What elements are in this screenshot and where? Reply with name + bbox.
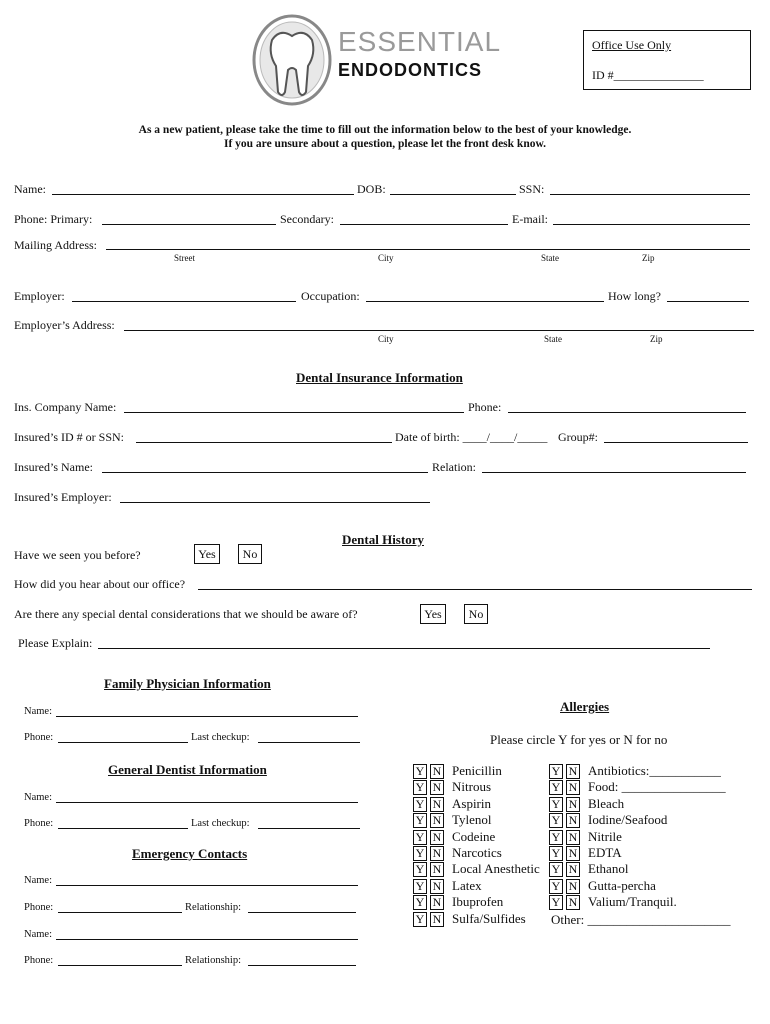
secondary-phone-label: Secondary: xyxy=(280,212,334,226)
allergy-yes-box[interactable]: Y xyxy=(413,846,427,861)
allergy-label: Gutta-percha xyxy=(588,877,656,893)
how-long-input[interactable] xyxy=(667,301,749,302)
mailing-address-input[interactable] xyxy=(106,249,750,250)
allergy-label: Codeine xyxy=(452,828,496,844)
allergy-label: Local Anesthetic xyxy=(452,861,540,877)
explain-label: Please Explain: xyxy=(18,636,93,650)
allergy-yes-box[interactable]: Y xyxy=(549,895,563,910)
allergy-label: Food: ________________ xyxy=(588,779,726,795)
hear-about-input[interactable] xyxy=(198,589,752,590)
ssn-input[interactable] xyxy=(550,194,750,195)
employer-address-input[interactable] xyxy=(124,330,754,331)
dentist-header: General Dentist Information xyxy=(108,762,267,777)
dentist-checkup-label: Last checkup: xyxy=(191,818,250,829)
allergy-yes-box[interactable]: Y xyxy=(413,780,427,795)
physician-name-label: Name: xyxy=(24,706,52,717)
allergy-label: Nitrous xyxy=(452,779,491,795)
allergy-no-box[interactable]: N xyxy=(430,830,444,845)
insured-employer-input[interactable] xyxy=(120,502,430,503)
secondary-phone-input[interactable] xyxy=(340,224,508,225)
hear-about-label: How did you hear about our office? xyxy=(14,577,186,591)
office-id-field[interactable]: ID #_______________ xyxy=(592,68,704,82)
name-label: Name: xyxy=(14,182,46,196)
special-yes[interactable]: Yes xyxy=(420,604,446,624)
seen-before-label: Have we seen you before? xyxy=(14,548,141,562)
allergy-no-box[interactable]: N xyxy=(430,764,444,779)
allergy-yes-box[interactable]: Y xyxy=(413,813,427,828)
emergency-phone-2-label: Phone: xyxy=(24,955,54,966)
dentist-checkup-input[interactable] xyxy=(258,828,360,829)
allergy-yes-box[interactable]: Y xyxy=(413,862,427,877)
allergy-yes-box[interactable]: Y xyxy=(549,830,563,845)
insured-name-label: Insured’s Name: xyxy=(14,460,93,474)
dentist-name-input[interactable] xyxy=(56,802,358,803)
email-label: E-mail: xyxy=(512,212,548,226)
allergy-no-box[interactable]: N xyxy=(430,912,444,927)
street-caption: Street xyxy=(174,253,195,263)
ssn-label: SSN: xyxy=(519,182,545,196)
relation-input[interactable] xyxy=(482,472,746,473)
allergy-yes-box[interactable]: Y xyxy=(413,764,427,779)
city-caption: City xyxy=(378,253,394,263)
allergy-label: Tylenol xyxy=(452,812,492,828)
relation-label: Relation: xyxy=(432,460,476,474)
emergency-relationship-1-label: Relationship: xyxy=(185,902,241,913)
occupation-label: Occupation: xyxy=(301,289,360,303)
physician-header: Family Physician Information xyxy=(104,676,271,691)
allergy-no-box[interactable]: N xyxy=(430,862,444,877)
allergy-yes-box[interactable]: Y xyxy=(549,879,563,894)
allergy-yes-box[interactable]: Y xyxy=(413,830,427,845)
allergy-no-box[interactable]: N xyxy=(430,780,444,795)
allergy-label: Valium/Tranquil. xyxy=(588,894,677,910)
physician-name-input[interactable] xyxy=(56,716,358,717)
allergy-yes-box[interactable]: Y xyxy=(549,862,563,877)
seen-before-yes[interactable]: Yes xyxy=(194,544,220,564)
zip-caption: Zip xyxy=(642,253,655,263)
allergy-no-box[interactable]: N xyxy=(566,830,580,845)
allergy-label: Iodine/Seafood xyxy=(588,812,668,828)
practice-logo xyxy=(250,14,520,106)
emergency-name-1-input[interactable] xyxy=(56,885,358,886)
insurance-header: Dental Insurance Information xyxy=(296,370,463,385)
state-caption: State xyxy=(541,253,559,263)
allergy-label: Aspirin xyxy=(452,795,491,811)
allergy-no-box[interactable]: N xyxy=(566,780,580,795)
emergency-relationship-2-input[interactable] xyxy=(248,965,356,966)
allergy-label: Latex xyxy=(452,877,482,893)
intro-line-1: As a new patient, please take the time to fill out the information below to the best of your knowledge. xyxy=(138,124,632,136)
allergy-no-box[interactable]: N xyxy=(566,813,580,828)
dentist-name-label: Name: xyxy=(24,792,52,803)
physician-phone-input[interactable] xyxy=(58,742,188,743)
dentist-phone-input[interactable] xyxy=(58,828,188,829)
tooth-icon xyxy=(250,14,336,106)
allergy-no-box[interactable]: N xyxy=(566,862,580,877)
allergy-label: EDTA xyxy=(588,845,622,860)
insured-name-input[interactable] xyxy=(102,472,428,473)
allergy-yes-box[interactable]: Y xyxy=(413,879,427,894)
allergy-yes-box[interactable]: Y xyxy=(549,780,563,795)
allergy-no-box[interactable]: N xyxy=(566,879,580,894)
emergency-relationship-1-input[interactable] xyxy=(248,912,356,913)
allergy-yes-box[interactable]: Y xyxy=(549,797,563,812)
allergy-no-box[interactable]: N xyxy=(566,764,580,779)
intro-line-2: If you are unsure about a question, please let the front desk know. xyxy=(223,138,547,150)
logo-line-1: ESSENTIAL xyxy=(338,26,502,57)
allergy-yes-box[interactable]: Y xyxy=(413,895,427,910)
allergy-other-field[interactable]: Other: ______________________ xyxy=(551,912,731,927)
emergency-header: Emergency Contacts xyxy=(132,846,248,861)
employer-zip-caption: Zip xyxy=(650,334,663,344)
physician-checkup-label: Last checkup: xyxy=(191,732,250,743)
allergy-yes-box[interactable]: Y xyxy=(549,846,563,861)
physician-phone-label: Phone: xyxy=(24,732,54,743)
employer-address-label: Employer’s Address: xyxy=(14,318,115,332)
emergency-name-2-input[interactable] xyxy=(56,939,358,940)
allergy-label: Ibuprofen xyxy=(452,894,504,910)
allergy-no-box[interactable]: N xyxy=(566,846,580,861)
emergency-name-2-label: Name: xyxy=(24,929,52,940)
employer-label: Employer: xyxy=(14,289,65,303)
emergency-name-1-label: Name: xyxy=(24,875,52,886)
allergy-no-box[interactable]: N xyxy=(430,797,444,812)
mailing-address-label: Mailing Address: xyxy=(14,238,97,252)
allergy-no-box[interactable]: N xyxy=(430,813,444,828)
seen-before-no[interactable]: No xyxy=(238,544,262,564)
office-use-box xyxy=(583,30,751,90)
dentist-phone-label: Phone: xyxy=(24,818,54,829)
insured-dob-field[interactable]: Date of birth: ____/____/_____ xyxy=(395,430,548,444)
phone-primary-label: Phone: Primary: xyxy=(14,212,93,226)
explain-input[interactable] xyxy=(98,648,710,649)
allergy-label: Antibiotics:___________ xyxy=(588,763,721,778)
physician-checkup-input[interactable] xyxy=(258,742,360,743)
allergy-no-box[interactable]: N xyxy=(566,797,580,812)
allergy-no-box[interactable]: N xyxy=(430,846,444,861)
employer-state-caption: State xyxy=(544,334,562,344)
emergency-phone-1-input[interactable] xyxy=(58,912,182,913)
group-label: Group#: xyxy=(558,430,598,444)
employer-city-caption: City xyxy=(378,334,394,344)
allergy-yes-box[interactable]: Y xyxy=(413,912,427,927)
ins-company-label: Ins. Company Name: xyxy=(14,400,117,414)
occupation-input[interactable] xyxy=(366,301,604,302)
allergy-label: Ethanol xyxy=(588,861,629,877)
phone-primary-input[interactable] xyxy=(102,224,276,225)
allergies-instruction: Please circle Y for yes or N for no xyxy=(490,732,668,747)
allergy-yes-box[interactable]: Y xyxy=(549,813,563,828)
ins-phone-input[interactable] xyxy=(508,412,746,413)
allergies-header: Allergies xyxy=(560,699,610,714)
email-input[interactable] xyxy=(553,224,750,225)
allergy-label: Bleach xyxy=(588,795,625,811)
ins-company-input[interactable] xyxy=(124,412,464,413)
special-no[interactable]: No xyxy=(464,604,488,624)
emergency-relationship-2-label: Relationship: xyxy=(185,955,241,966)
emergency-phone-2-input[interactable] xyxy=(58,965,182,966)
allergy-label: Nitrile xyxy=(588,828,622,844)
allergy-no-box[interactable]: N xyxy=(430,895,444,910)
insured-employer-label: Insured’s Employer: xyxy=(14,490,112,504)
dob-label: DOB: xyxy=(357,182,386,196)
how-long-label: How long? xyxy=(608,289,661,303)
allergy-label: Narcotics xyxy=(452,845,502,860)
dental-history-header: Dental History xyxy=(342,532,424,547)
employer-input[interactable] xyxy=(72,301,296,302)
allergy-label: Sulfa/Sulfides xyxy=(452,910,526,926)
special-considerations-label: Are there any special dental considerations that we should be aware of? xyxy=(14,607,358,621)
allergy-no-box[interactable]: N xyxy=(430,879,444,894)
logo-line-2: ENDODONTICS xyxy=(338,60,483,80)
allergy-no-box[interactable]: N xyxy=(566,895,580,910)
allergy-label: Penicillin xyxy=(452,763,502,778)
allergy-yes-box[interactable]: Y xyxy=(413,797,427,812)
ins-phone-label: Phone: xyxy=(468,400,502,414)
group-input[interactable] xyxy=(604,442,748,443)
name-input[interactable] xyxy=(52,194,354,195)
emergency-phone-1-label: Phone: xyxy=(24,902,54,913)
office-use-title: Office Use Only xyxy=(592,38,672,52)
insured-id-label: Insured’s ID # or SSN: xyxy=(14,430,124,444)
allergy-yes-box[interactable]: Y xyxy=(549,764,563,779)
insured-id-input[interactable] xyxy=(136,442,392,443)
dob-input[interactable] xyxy=(390,194,516,195)
